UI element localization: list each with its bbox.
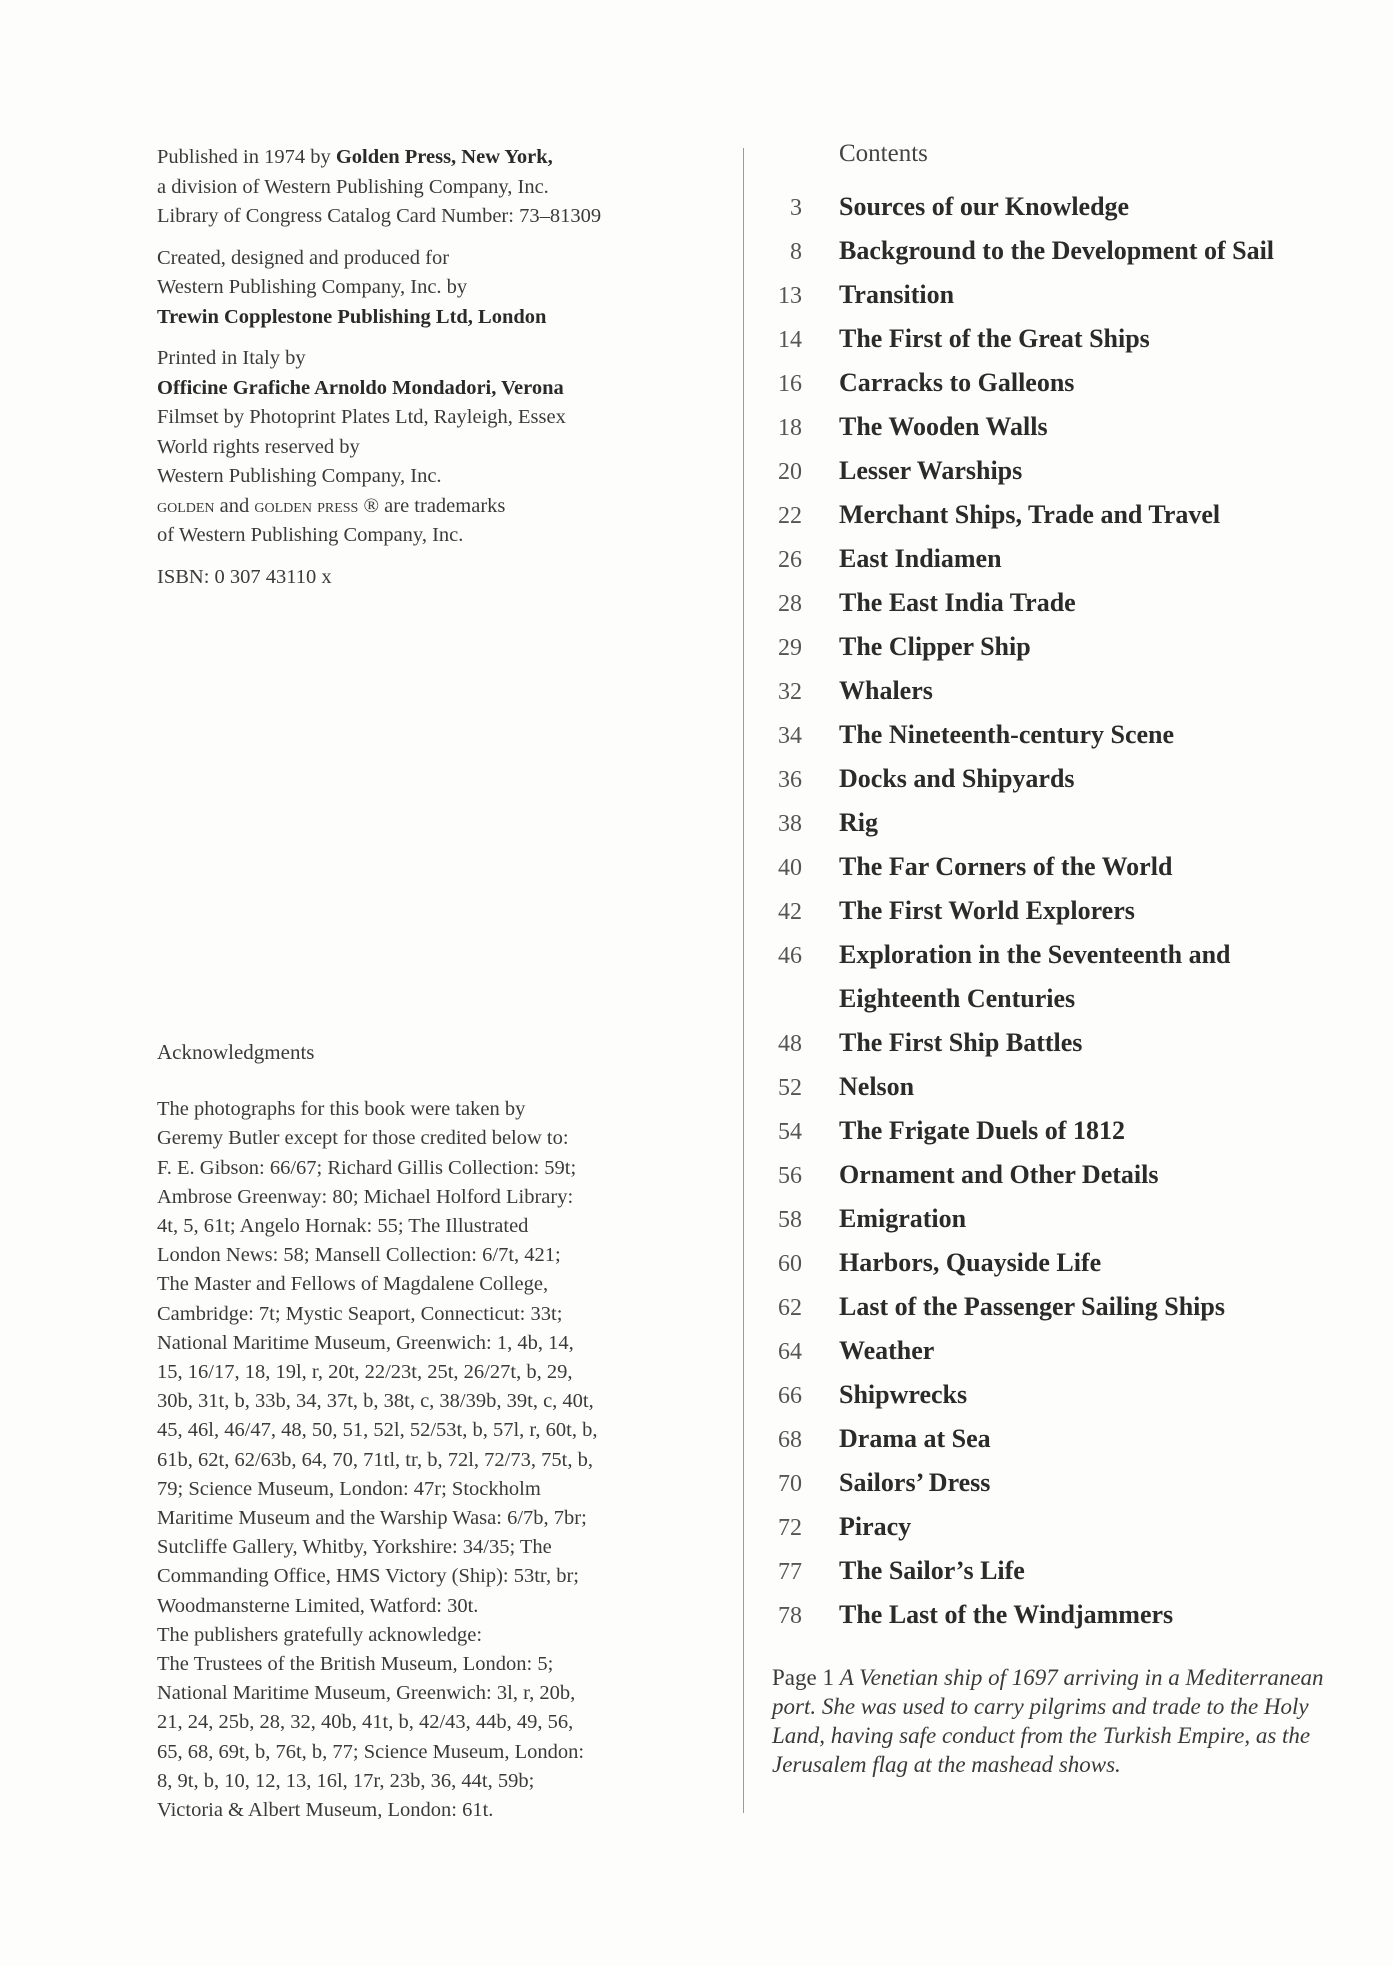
contents-item-title: The Frigate Duels of 1812 bbox=[839, 1116, 1125, 1145]
acknowledgments-line: Maritime Museum and the Warship Wasa: 6/7b, 7br; bbox=[157, 1507, 587, 1530]
contents-page-number: 60 bbox=[778, 1251, 802, 1277]
acknowledgments-line: National Maritime Museum, Greenwich: 1, 4b, 14, bbox=[157, 1331, 574, 1354]
contents-item-title: Sailors’ Dress bbox=[839, 1468, 991, 1497]
acknowledgments-line: 15, 16/17, 18, 19l, r, 20t, 22/23t, 25t, 26/27t, b, 29, bbox=[157, 1361, 573, 1384]
contents-item bbox=[760, 1197, 1380, 1241]
contents-item-title: Whalers bbox=[839, 676, 933, 705]
contents-item bbox=[760, 273, 1380, 317]
contents-page-number: 68 bbox=[778, 1427, 802, 1453]
contents-page-number: 62 bbox=[778, 1295, 802, 1321]
acknowledgments-line: Geremy Butler except for those credited below to: bbox=[157, 1127, 569, 1150]
contents-item-title: Sources of our Knowledge bbox=[839, 192, 1130, 221]
acknowledgments-line: 21, 24, 25b, 28, 32, 40b, 41t, b, 42/43, 44b, 49, 56, bbox=[157, 1711, 574, 1734]
acknowledgments-line: F. E. Gibson: 66/67; Richard Gillis Collection: 59t; bbox=[157, 1156, 577, 1179]
contents-item-title: Nelson bbox=[839, 1072, 915, 1101]
contents-item-title: Docks and Shipyards bbox=[839, 764, 1075, 793]
acknowledgments-title: Acknowledgments bbox=[157, 1040, 315, 1064]
contents-item-title: The Wooden Walls bbox=[839, 412, 1048, 441]
contents-item-title: Eighteenth Centuries bbox=[839, 984, 1076, 1013]
imprint-line: Library of Congress Catalog Card Number: 73–81309 bbox=[157, 205, 602, 227]
imprint-line: of Western Publishing Company, Inc. bbox=[157, 524, 464, 546]
contents-item bbox=[760, 1505, 1380, 1549]
contents-page-number: 58 bbox=[778, 1207, 802, 1233]
imprint-line: Created, designed and produced for bbox=[157, 246, 450, 269]
contents-page-number: 32 bbox=[778, 679, 802, 705]
acknowledgments-line: Victoria & Albert Museum, London: 61t. bbox=[157, 1799, 494, 1822]
acknowledgments bbox=[157, 1038, 727, 1825]
contents-page-number: 36 bbox=[778, 767, 802, 793]
isbn: ISBN: 0 307 43110 x bbox=[157, 565, 332, 588]
contents-item bbox=[760, 933, 1380, 977]
contents-item-title: Lesser Warships bbox=[839, 456, 1023, 485]
contents-item-title: The Nineteenth-century Scene bbox=[839, 720, 1175, 749]
contents-item bbox=[760, 669, 1380, 713]
contents-item-title: The Far Corners of the World bbox=[839, 852, 1173, 881]
contents-item-title: The First of the Great Ships bbox=[839, 324, 1150, 353]
contents-page-number: 26 bbox=[778, 547, 802, 573]
acknowledgments-line: Woodmansterne Limited, Watford: 30t. bbox=[157, 1594, 479, 1617]
contents-page-number: 52 bbox=[778, 1075, 802, 1101]
contents-item bbox=[760, 1549, 1380, 1593]
contents-item-title: Harbors, Quayside Life bbox=[839, 1248, 1102, 1277]
imprint-line: a division of Western Publishing Company, Inc. bbox=[157, 175, 549, 198]
contents-page-number: 34 bbox=[778, 723, 802, 749]
contents-page-number: 8 bbox=[790, 239, 802, 265]
contents-item bbox=[760, 317, 1380, 361]
frontispiece-caption: Page 1 A Venetian ship of 1697 arriving in a Mediterranean port. She was used to carry pilgrims and trade to the Holy Land, having safe conduct from the Turkish Empire, as the Jerusalem flag at the mashead shows. bbox=[772, 1665, 1324, 1777]
imprint-block bbox=[157, 143, 717, 592]
contents-item bbox=[760, 1021, 1380, 1065]
contents-item bbox=[760, 757, 1380, 801]
contents-page-number: 22 bbox=[778, 503, 802, 529]
contents-item-title: The First World Explorers bbox=[839, 896, 1135, 925]
contents-page-number: 13 bbox=[778, 283, 802, 309]
contents-item bbox=[760, 1329, 1380, 1373]
contents-page-number: 48 bbox=[778, 1031, 802, 1057]
contents-item-title: East Indiamen bbox=[839, 544, 1002, 573]
contents-item bbox=[760, 361, 1380, 405]
acknowledgments-line: The publishers gratefully acknowledge: bbox=[157, 1623, 483, 1646]
contents-page-number: 77 bbox=[778, 1559, 802, 1585]
contents-item-title: The Last of the Windjammers bbox=[839, 1600, 1174, 1629]
contents-item-title: The East India Trade bbox=[839, 588, 1076, 617]
contents-item bbox=[760, 713, 1380, 757]
contents-item-title: Rig bbox=[839, 808, 878, 837]
contents-page-number: 54 bbox=[778, 1119, 802, 1145]
acknowledgments-line: London News: 58; Mansell Collection: 6/7t, 421; bbox=[157, 1244, 561, 1267]
contents-item bbox=[760, 537, 1380, 581]
contents-page-number: 29 bbox=[778, 635, 802, 661]
acknowledgments-line: Commanding Office, HMS Victory (Ship): 53tr, br; bbox=[157, 1565, 579, 1588]
acknowledgments-line: National Maritime Museum, Greenwich: 3l, r, 20b, bbox=[157, 1682, 576, 1705]
acknowledgments-line: The photographs for this book were taken by bbox=[157, 1098, 526, 1121]
acknowledgments-line: 45, 46l, 46/47, 48, 50, 51, 52l, 52/53t, b, 57l, r, 60t, b, bbox=[157, 1419, 598, 1442]
contents-page-number: 66 bbox=[778, 1383, 802, 1409]
contents-page-number: 28 bbox=[778, 591, 802, 617]
contents-page-number: 56 bbox=[778, 1163, 802, 1189]
contents-item bbox=[760, 889, 1380, 933]
contents-item bbox=[760, 845, 1380, 889]
imprint-line: Trewin Copplestone Publishing Ltd, London bbox=[157, 305, 547, 328]
acknowledgments-line: The Master and Fellows of Magdalene College, bbox=[157, 1273, 549, 1296]
contents-item-title: The First Ship Battles bbox=[839, 1028, 1083, 1057]
column-divider bbox=[743, 148, 744, 1813]
contents-item bbox=[760, 1153, 1380, 1197]
imprint-line: Printed in Italy by bbox=[157, 347, 306, 369]
contents-page-number: 64 bbox=[778, 1339, 802, 1365]
imprint-line: golden and golden press ® are trademarks bbox=[157, 494, 506, 517]
imprint-line: Officine Grafiche Arnoldo Mondadori, Verona bbox=[157, 376, 564, 399]
contents-item-title: Piracy bbox=[839, 1512, 912, 1541]
contents-page-number: 78 bbox=[778, 1603, 802, 1629]
contents-item bbox=[760, 1373, 1380, 1417]
contents-item bbox=[760, 405, 1380, 449]
contents-item-title: The Clipper Ship bbox=[839, 632, 1031, 661]
contents-page-number: 42 bbox=[778, 899, 802, 925]
acknowledgments-line: 8, 9t, b, 10, 12, 13, 16l, 17r, 23b, 36, 44t, 59b; bbox=[157, 1769, 535, 1792]
acknowledgments-line: Sutcliffe Gallery, Whitby, Yorkshire: 34/35; The bbox=[157, 1536, 552, 1559]
contents-item bbox=[760, 229, 1380, 273]
contents-item bbox=[760, 1461, 1380, 1505]
contents-page-number: 3 bbox=[790, 195, 802, 221]
contents-item-title: Carracks to Galleons bbox=[839, 368, 1075, 397]
imprint-line: Published in 1974 by Golden Press, New York, bbox=[157, 146, 553, 168]
contents-page-number: 38 bbox=[778, 811, 802, 837]
contents-item bbox=[760, 1065, 1380, 1109]
acknowledgments-line: The Trustees of the British Museum, London: 5; bbox=[157, 1653, 554, 1676]
imprint-line: Filmset by Photoprint Plates Ltd, Rayleigh, Essex bbox=[157, 406, 566, 428]
contents-item-title: Weather bbox=[839, 1336, 935, 1365]
acknowledgments-line: 30b, 31t, b, 33b, 34, 37t, b, 38t, c, 38/39b, 39t, c, 40t, bbox=[157, 1390, 594, 1413]
contents-item bbox=[760, 801, 1380, 845]
contents-page-number: 18 bbox=[778, 415, 802, 441]
contents-item-title: Shipwrecks bbox=[839, 1380, 968, 1409]
contents-item bbox=[760, 1109, 1380, 1153]
contents-item-title: Emigration bbox=[839, 1204, 967, 1233]
contents-page-number: 70 bbox=[778, 1471, 802, 1497]
contents-item bbox=[760, 1593, 1380, 1637]
contents-page-number: 72 bbox=[778, 1515, 802, 1541]
contents-page-number: 46 bbox=[778, 943, 802, 969]
contents-item bbox=[760, 625, 1380, 669]
contents-page-number: 16 bbox=[778, 371, 802, 397]
contents-item-title: Background to the Development of Sail bbox=[839, 236, 1275, 265]
contents-page-number: 40 bbox=[778, 855, 802, 881]
imprint-line: Western Publishing Company, Inc. bbox=[157, 465, 442, 487]
contents-title: Contents bbox=[839, 140, 928, 167]
contents-page-number: 20 bbox=[778, 459, 802, 485]
contents-item-title: Drama at Sea bbox=[839, 1424, 991, 1453]
acknowledgments-line: Ambrose Greenway: 80; Michael Holford Library: bbox=[157, 1185, 574, 1208]
contents-item bbox=[760, 977, 1380, 1021]
contents-item-title: Transition bbox=[839, 280, 955, 309]
imprint-line: World rights reserved by bbox=[157, 435, 360, 458]
contents-item bbox=[760, 581, 1380, 625]
table-of-contents bbox=[760, 185, 1380, 1637]
acknowledgments-line: 61b, 62t, 62/63b, 64, 70, 71tl, tr, b, 72l, 72/73, 75t, b, bbox=[157, 1448, 593, 1471]
contents-item-title: Last of the Passenger Sailing Ships bbox=[839, 1292, 1225, 1321]
contents-item bbox=[760, 1241, 1380, 1285]
acknowledgments-line: 79; Science Museum, London: 47r; Stockholm bbox=[157, 1477, 541, 1500]
acknowledgments-line: Cambridge: 7t; Mystic Seaport, Connecticut: 33t; bbox=[157, 1302, 563, 1325]
contents-item-title: Ornament and Other Details bbox=[839, 1160, 1159, 1189]
contents-item bbox=[760, 1285, 1380, 1329]
contents-item-title: Exploration in the Seventeenth and bbox=[839, 940, 1231, 969]
contents-item bbox=[760, 1417, 1380, 1461]
contents-item-title: The Sailor’s Life bbox=[839, 1556, 1025, 1585]
acknowledgments-line: 4t, 5, 61t; Angelo Hornak: 55; The Illustrated bbox=[157, 1215, 529, 1238]
imprint-line: Western Publishing Company, Inc. by bbox=[157, 276, 468, 298]
contents-item bbox=[760, 185, 1380, 229]
contents-item bbox=[760, 449, 1380, 493]
contents-page-number: 14 bbox=[778, 327, 802, 353]
contents-item-title: Merchant Ships, Trade and Travel bbox=[839, 500, 1221, 529]
contents-item bbox=[760, 493, 1380, 537]
acknowledgments-text bbox=[157, 1095, 727, 1825]
acknowledgments-line: 65, 68, 69t, b, 76t, b, 77; Science Museum, London: bbox=[157, 1740, 585, 1763]
